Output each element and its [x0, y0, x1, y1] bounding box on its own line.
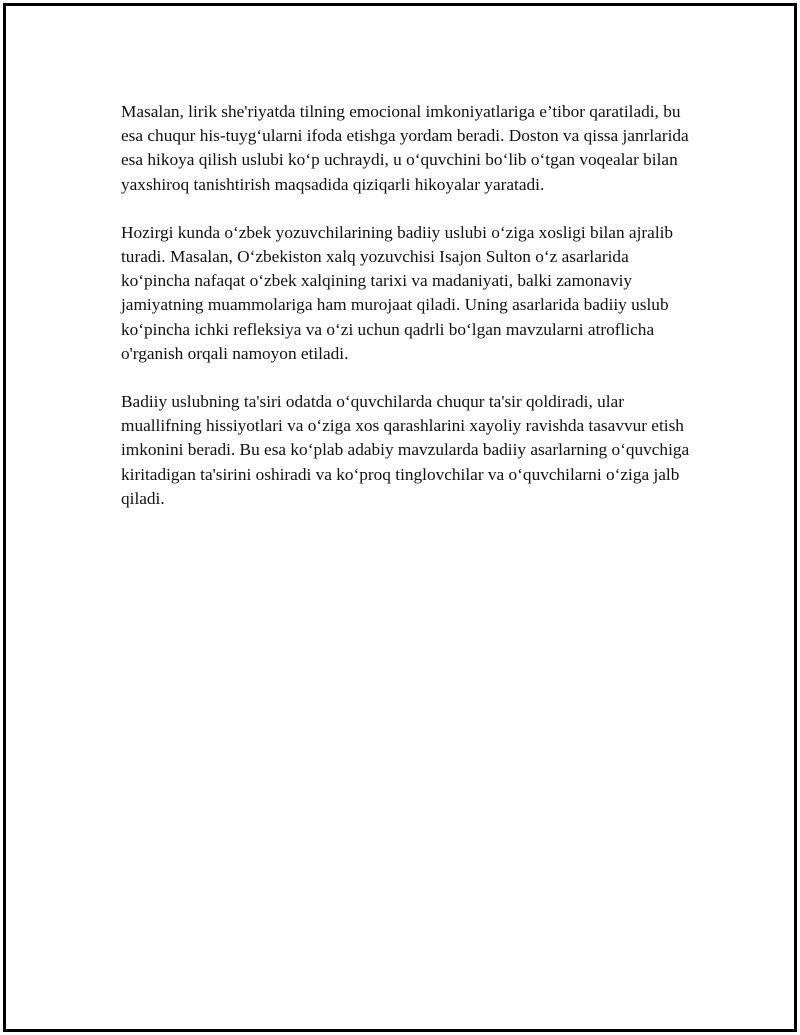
paragraph-1: Masalan, lirik she'riyatda tilning emocional imkoniyatlariga e’tibor qaratiladi, bu esa chuqur his-tuyg‘ularni ifoda etishga yordam beradi. Doston va qissa janrlarida esa hikoya qilish uslubi ko‘p uchraydi, u o‘quvchini bo‘lib o‘tgan voqealar bilan yaxshiroq tanishtirish maqsadida qiziqarli hikoyalar yaratadi.: [121, 102, 689, 194]
paragraph-2: Hozirgi kunda o‘zbek yozuvchilarining badiiy uslubi o‘ziga xosligi bilan ajralib turadi. Masalan, O‘zbekiston xalq yozuvchisi Isajon Sulton o‘z asarlarida ko‘pincha nafaqat o‘zbek xalqining tarixi va madaniyati, balki zamonaviy jamiyatning muammolariga ham murojaat qiladi. Uning asarlarida badiiy uslub ko‘pincha ichki refleksiya va o‘zi uchun qadrli bo‘lgan mavzularni atroflicha o'rganish orqali namoyon etiladi.: [121, 222, 674, 363]
page-frame: [3, 3, 797, 1032]
paragraph-3: Badiiy uslubning ta'siri odatda o‘quvchilarda chuqur ta'sir qoldiradi, ular muallifning hissiyotlari va o‘ziga xos qarashlarini xayoliy ravishda tasavvur etish imkonini beradi. Bu esa ko‘plab adabiy mavzularda badiiy asarlarning o‘quvchiga kiritadigan ta'sirini oshiradi va ko‘proq tinglovchilar va o‘quvchilarni o‘ziga jalb qiladi.: [121, 392, 690, 508]
document-body: [121, 100, 701, 535]
